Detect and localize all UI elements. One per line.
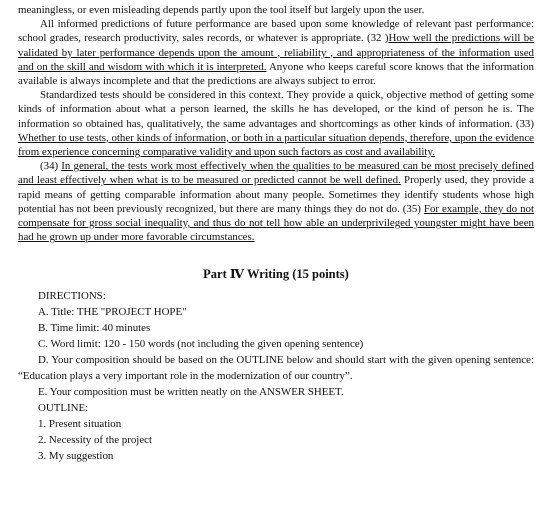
- outline-item-2: 2. Necessity of the project: [38, 434, 153, 447]
- underlined-sentence-32: How well the predictions will be validated by later performance depends upon the amount , reliability , and appropriateness of the information used and on the skill and wisdom with which it is interpreted.: [18, 32, 534, 73]
- underlined-sentence-33: Whether to use tests, other kinds of information, or both in a particular situation depends, therefore, upon the evidence from experience concerning comparative validity and upon such factors as cost and availability.: [18, 131, 534, 159]
- passage-text: Anyone who keeps careful score knows that the information available is always incomplete and that the predictions are always subject to error.: [18, 60, 534, 88]
- passage-paragraph-1: [18, 17, 534, 88]
- direction-a: A. Title: THE "PROJECT HOPE": [38, 306, 187, 319]
- passage-text: (34): [40, 160, 62, 173]
- underlined-sentence-35: For example, they do not compensate for gross social inequality, and thus do not tell how able an underprivileged youngster might have been had he grown up under more favorable circumstances.: [18, 202, 534, 244]
- outline-item-3: 3. My suggestion: [38, 450, 114, 463]
- passage-text: Properly used, they provide a rapid means of getting comparable information about many people. Sometimes they identify students whose high potential has not been previously recognized, but there are many things they do not do. (35): [18, 174, 535, 215]
- direction-b: B. Time limit: 40 minutes: [38, 322, 151, 335]
- passage-text: meaningless, or even misleading depends partly upon the tool itself but largely upon the user.: [18, 4, 425, 16]
- passage-paragraph-0: [18, 3, 534, 17]
- directions-label: DIRECTIONS:: [38, 290, 106, 303]
- passage-paragraph-2: [18, 88, 534, 159]
- passage-paragraph-3: [18, 159, 534, 244]
- outline-item-1: 1. Present situation: [38, 418, 122, 431]
- direction-d: D. Your composition should be based on the OUTLINE below and should start with the given opening sentence: “Education plays a very important role in the modernization of our country”.: [18, 354, 534, 383]
- underlined-sentence-34: In general, the tests work most effectively when the qualities to be measured can be most precisely defined and least effectively when what is to be measured or predicted cannot be well defined.: [18, 160, 534, 187]
- direction-c: C. Word limit: 120 - 150 words (not including the given opening sentence): [38, 338, 364, 351]
- passage-text: Standardized tests should be considered in this context. They provide a quick, objective method of getting some kinds of information about what a person learned, the skills he has developed, or the kind of person he is. The information so obtained has, qualitatively, the same advantages and shortcomings as other kinds of information. (33): [18, 89, 534, 130]
- section-title: Part Ⅳ Writing (15 points): [203, 267, 349, 282]
- outline-label: OUTLINE:: [38, 402, 89, 415]
- direction-e: E. Your composition must be written neatly on the ANSWER SHEET.: [38, 386, 344, 399]
- passage-text: All informed predictions of future performance are based upon some knowledge of relevant past performance: school grades, research productivity, sales records, or whatever is appropriate. (32 ): [18, 18, 534, 45]
